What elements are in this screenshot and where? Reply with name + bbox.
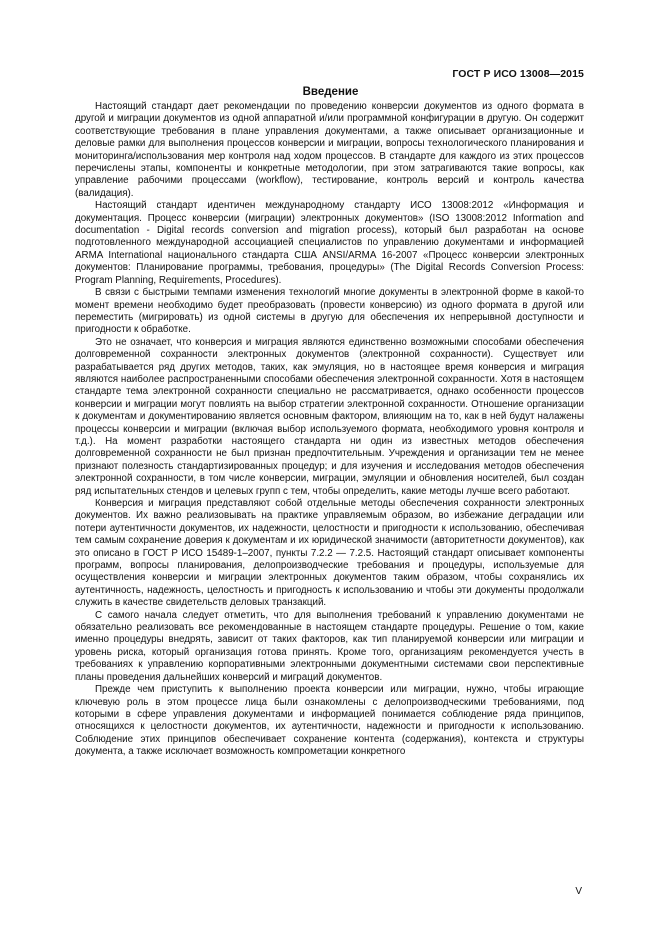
paragraph: В связи с быстрыми темпами изменения технологий многие документы в электронной форме в какой-то момент времени необходимо будет преобразовать (провести конверсию) из одного формата в другой или переместить (мигрировать) из одной системы в другую для обеспечения их непрерывной доступности и пригодности к обработке. xyxy=(75,287,584,336)
paragraph: С самого начала следует отметить, что для выполнения требований к управлению документами не обязательно реализовать все рекомендованные в настоящем стандарте процедуры. Решение о том, какие именно процедуры внедрять, зависит от таких факторов, как тип планируемой конверсии или миграции и уровень риска, который организация готова принять. Кроме того, организациям рекомендуется учесть в требованиях к управлению корпоративными электронными документными системами свои перспективные планы проведения дальнейших конверсий и миграций документов. xyxy=(75,609,584,683)
paragraph: Настоящий стандарт дает рекомендации по проведению конверсии документов из одного формата в другой и миграции документов из одной аппаратной и/или программной конфигурации в другую. Он содержит соответствующие требования в плане управления документами, а также описывает организационные и деловые рамки для выполнения процессов конверсии и миграции, вопросы технологического планирования и мониторинга/использования мер контроля над ходом процессов. В стандарте для каждого из этих процессов перечислены этапы, компоненты и конкретные методологии, при этом затрагиваются такие вопросы, как управление рабочими процессами (workflow), тестирование, контроль версий и контроль качества (валидация). xyxy=(75,101,584,199)
paragraph: Это не означает, что конверсия и миграция являются единственно возможными способами обеспечения долговременной сохранности электронных документов (электронной сохранности). Существует или разрабатывается ряд других методов, таких, как эмуляция, но в настоящее время конверсия и миграция являются наиболее распространенными способами обеспечения электронной сохранности. Хотя в настоящем стандарте тема электронной сохранности специально не рассматривается, однако особенности процессов конверсии и миграции могут повлиять на выбор стратегии электронной сохранности. Отношение организации к документам и документированию является основным фактором, влияющим на то, как в ней будут налажены процессы конверсии и миграции (включая выбор используемого формата, необходимого уровня контроля и т.д.). На момент разработки настоящего стандарта ни один из известных методов обеспечения долговременной сохранности не был признан предпочтительным. Учреждения и организации тем не менее признают полезность стандартизированных процедур; и для изучения и исследования методов обеспечения электронной сохранности, в том числе конверсии, миграции, эмуляции и обновления носителей, был создан ряд испытательных стендов и целевых групп с тем, чтобы определить, какие методы лучше всего работают. xyxy=(75,336,584,497)
document-code: ГОСТ Р ИСО 13008—2015 xyxy=(452,68,584,80)
paragraph: Настоящий стандарт идентичен международному стандарту ИСО 13008:2012 «Информация и документация. Процесс конверсии (миграции) электронных документов» (ISO 13008:2012 Information and documentation - Digital records conversion and migration process), который был разработан на основе подготовленного международной ассоциацией специалистов по управлению документами и информацией ARMA International национального стандарта США ANSI/ARMA 16-2007 «Процесс конверсии электронных документов: Планирование программы, требования, процедуры» (The Digital Records Conversion Process: Program Planning, Requirements, Procedures). xyxy=(75,200,584,286)
document-body xyxy=(75,101,584,759)
paragraph: Конверсия и миграция представляют собой отдельные методы обеспечения сохранности электронных документов. Их важно реализовывать на практике управляемым образом, во избежание деградации или потери аутентичности документов, их надежности, целостности и пригодности к использованию, обеспечивая тем самым сохранение доверия к документам и их юридической значимости (авторитетности документов), как это описано в ГОСТ Р ИСО 15489-1–2007, пункты 7.2.2 — 7.2.5. Настоящий стандарт описывает компоненты программ, вопросы планирования, делопроизводческие требования и процедуры, используемые для осуществления конверсии и миграции электронных документов таким образом, чтобы сохранялись их аутентичность, надежность, целостность и пригодность к использованию и чтобы эти документы продолжали служить в качестве свидетельств деловых транзакций. xyxy=(75,498,584,609)
paragraph: Прежде чем приступить к выполнению проекта конверсии или миграции, нужно, чтобы играющие ключевую роль в этом процессе лица были ознакомлены с делопроизводческими требованиями, под которыми в сфере управления документами и информацией понимается соблюдение ряда принципов, относящихся к целостности документов, их аутентичности, надежности и пригодности к использованию. Соблюдение этих принципов обеспечивает сохранение контента (содержания), контекста и структуры документа, а также исключает возможность компрометации конкретного xyxy=(75,684,584,758)
section-title: Введение xyxy=(302,86,359,98)
page-number: V xyxy=(575,886,582,897)
